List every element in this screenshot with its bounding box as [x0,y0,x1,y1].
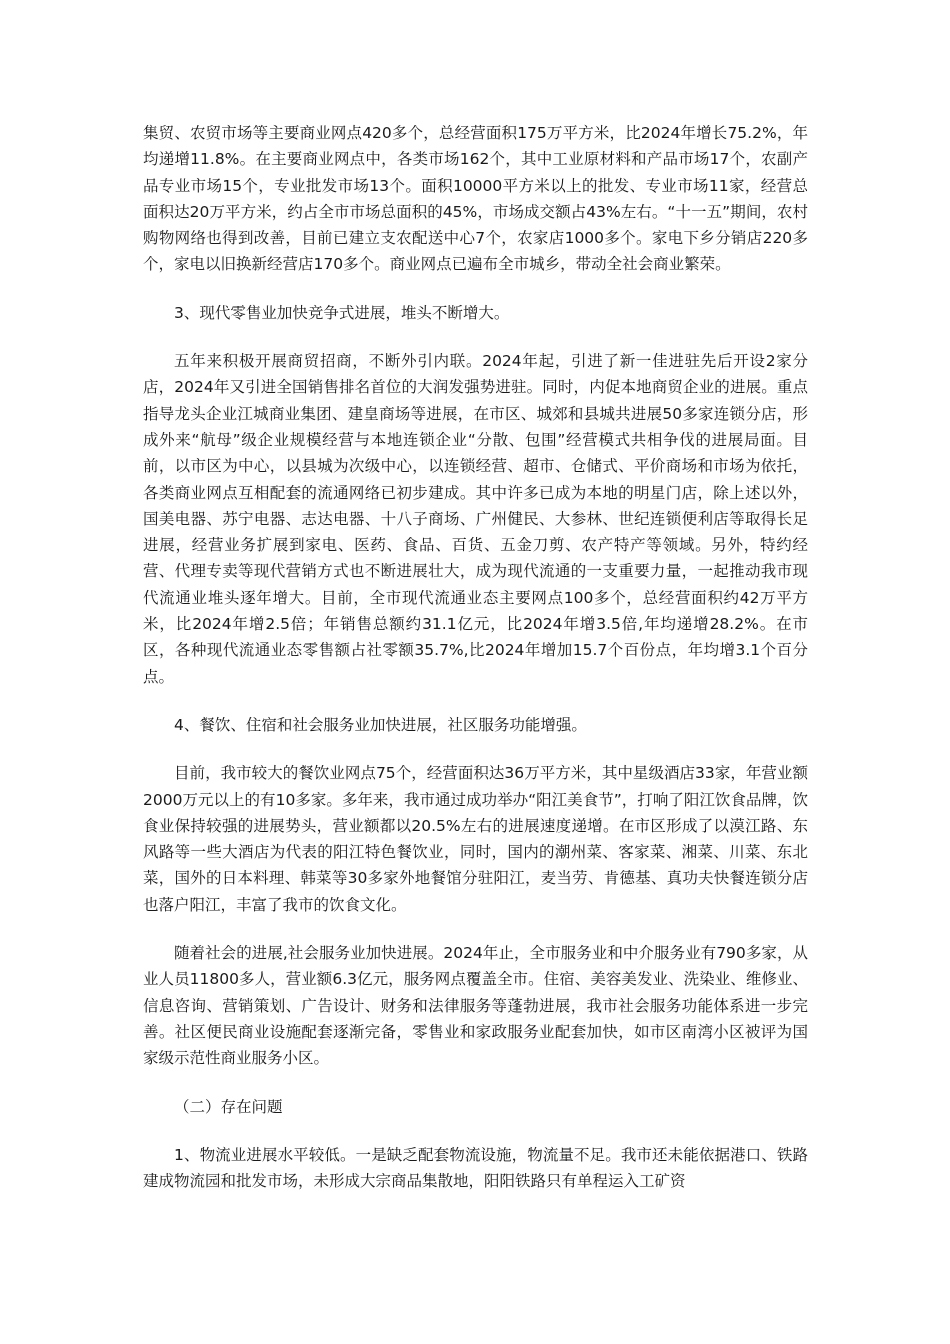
paragraph-social-services: 随着社会的进展,社会服务业加快进展。2024年止，全市服务业和中介服务业有790多家，从业人员11800多人，营业额6.3亿元，服务网点覆盖全市。住宿、美容美发业、洗染业、维修业、信息咨询、营销策划、广告设计、财务和法律服务等蓬勃进展，我市社会服务功能体系进一步完善。社区便民商业设施配套逐渐完备，零售业和家政服务业配套加快，如市区南湾小区被评为国家级示范性商业服务小区。 [143,944,808,1068]
heading-catering-services: 4、餐饮、住宿和社会服务业加快进展，社区服务功能增强。 [174,715,587,734]
heading-modern-retail: 3、现代零售业加快竞争式进展，堆头不断增大。 [174,303,510,322]
paragraph-logistics: 1、物流业进展水平较低。一是缺乏配套物流设施，物流量不足。我市还未能依据港口、铁路建成物流园和批发市场，未形成大宗商品集散地，阳阳铁路只有单程运入工矿资 [143,1145,808,1191]
paragraph-catering: 目前，我市较大的餐饮业网点75个，经营面积达36万平方米，其中星级酒店33家，年营业额2000万元以上的有10多家。多年来，我市通过成功举办“阳江美食节”，打响了阳江饮食品牌，饮食业保持较强的进展势头，营业额都以20.5%左右的进展速度递增。在市区形成了以漠江路、东风路等一些大酒店为代表的阳江特色餐饮业，同时，国内的潮州菜、客家菜、湘菜、川菜、东北菜，国外的日本料理、韩菜等30多家外地餐馆分驻阳江，麦当劳、肯德基、真功夫快餐连锁分店也落户阳江，丰富了我市的饮食文化。 [143,764,808,914]
paragraph-modern-retail: 五年来积极开展商贸招商，不断外引内联。2024年起，引进了新一佳进驻先后开设2家分店，2024年又引进全国销售排名首位的大润发强势进驻。同时，内促本地商贸企业的进展。重点指导龙头企业江城商业集团、建皇商场等进展，在市区、城郊和县城共进展50多家连锁分店，形成外来“航母”级企业规模经营与本地连锁企业“分散、包围”经营模式共相争伐的进展局面。目前，以市区为中心，以县城为次级中心，以连锁经营、超市、仓储式、平价商场和市场为依托，各类商业网点互相配套的流通网络已初步建成。其中许多已成为本地的明星门店，除上述以外，国美电器、苏宁电器、志达电器、十八子商场、广州健民、大参林、世纪连锁便利店等取得长足进展，经营业务扩展到家电、医药、食品、百货、五金刀剪、农产特产等领域。另外，特约经营、代理专卖等现代营销方式也不断进展壮大，成为现代流通的一支重要力量，一起推动我市现代流通业堆头逐年增大。目前，全市现代流通业态主要网点100多个，总经营面积约42万平方米，比2024年增2.5倍；年销售总额约31.1亿元，比2024年增3.5倍,年均递增28.2%。在市区，各种现代流通业态零售额占社零额35.7%,比2024年增加15.7个百份点，年均增3.1个百分点。 [143,352,808,686]
paragraph-commercial-outlets: 集贸、农贸市场等主要商业网点420多个，总经营面积175万平方米，比2024年增长75.2%，年均递增11.8%。在主要商业网点中，各类市场162个，其中工业原材料和产品市场17个，农副产品专业市场15个，专业批发市场13个。面积10000平方米以上的批发、专业市场11家，经营总面积达20万平方米，约占全市市场总面积的45%，市场成交额占43%左右。“十一五”期间，农村购物网络也得到改善，目前已建立支农配送中心7个，农家店1000多个。家电下乡分销店220多个，家电以旧换新经营店170多个。商业网点已遍布全市城乡，带动全社会商业繁荣。 [143,124,808,274]
heading-existing-problems: （二）存在问题 [174,1097,283,1116]
document-page [143,120,808,1194]
